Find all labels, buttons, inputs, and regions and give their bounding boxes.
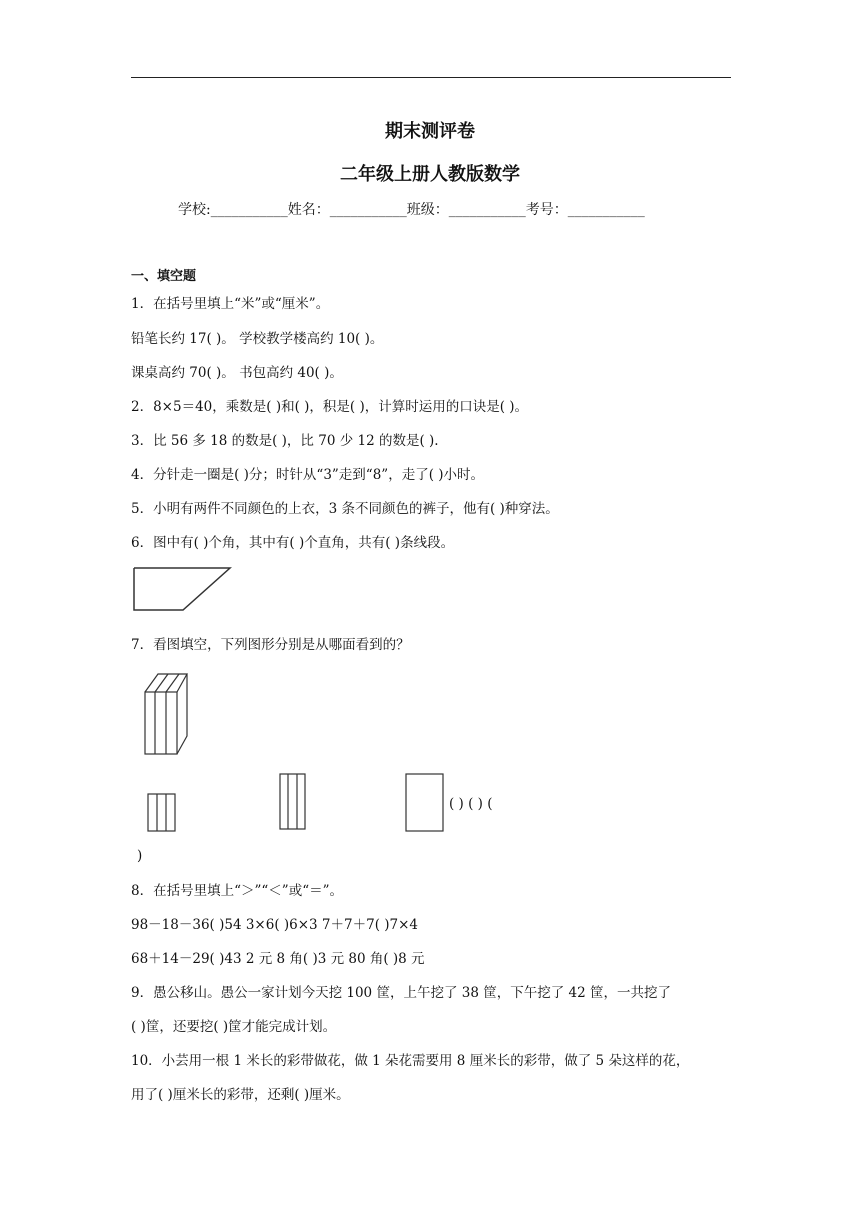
question-3: 3．比 56 多 18 的数是( )，比 70 少 12 的数是( ). bbox=[131, 433, 439, 449]
question-7-answers: ( ) ( ) ( bbox=[449, 796, 493, 812]
question-8-row-2: 68＋14－29( )43 2 元 8 角( )3 元 80 角( )8 元 bbox=[131, 951, 425, 967]
question-1-row-2: 课桌高约 70( )。 书包高约 40( )。 bbox=[131, 365, 343, 381]
view-figure-c bbox=[404, 772, 446, 834]
question-10: 10．小芸用一根 1 米长的彩带做花，做 1 朵花需要用 8 厘米长的彩带，做了 5 朵这样的花， bbox=[131, 1053, 690, 1069]
view-figure-b bbox=[278, 772, 308, 832]
top-rule bbox=[131, 77, 731, 78]
question-10-continued: 用了( )厘米长的彩带，还剩( )厘米。 bbox=[131, 1087, 350, 1103]
question-4: 4．分针走一圈是( )分；时针从“3”走到“8”，走了( )小时。 bbox=[131, 467, 485, 483]
question-5: 5．小明有两件不同颜色的上衣，3 条不同颜色的裤子，他有( )种穿法。 bbox=[131, 501, 559, 517]
question-8: 8．在括号里填上“＞”“＜”或“＝”。 bbox=[131, 883, 343, 899]
question-9-continued: ( )筐，还要挖( )筐才能完成计划。 bbox=[131, 1019, 337, 1035]
student-info-line: 学校:___________姓名：___________班级：___________考号：___________ bbox=[178, 202, 645, 218]
question-1: 1．在括号里填上“米”或“厘米”。 bbox=[131, 296, 330, 312]
exam-title: 期末测评卷 bbox=[385, 121, 475, 142]
question-7: 7．看图填空，下列图形分别是从哪面看到的？ bbox=[131, 637, 410, 653]
section-heading-fill-in: 一、填空题 bbox=[131, 269, 197, 284]
question-1-row-1: 铅笔长约 17( )。 学校教学楼高约 10( )。 bbox=[131, 331, 384, 347]
question-9: 9．愚公移山。愚公一家计划今天挖 100 筐，上午挖了 38 筐，下午挖了 42 筐，一共挖了 bbox=[131, 985, 671, 1001]
question-8-row-1: 98－18－36( )54 3×6( )6×3 7＋7＋7( )7×4 bbox=[131, 917, 419, 933]
trapezoid-figure bbox=[131, 562, 235, 614]
question-7-answers-end: ) bbox=[137, 848, 143, 864]
question-6: 6．图中有( )个角，其中有( )个直角，共有( )条线段。 bbox=[131, 535, 455, 551]
cuboid-3d-figure bbox=[140, 668, 192, 758]
question-2: 2．8×5＝40，乘数是( )和( )，积是( )，计算时运用的口诀是( )。 bbox=[131, 399, 529, 415]
exam-subtitle: 二年级上册人教版数学 bbox=[340, 164, 520, 185]
view-figure-a bbox=[146, 792, 178, 834]
